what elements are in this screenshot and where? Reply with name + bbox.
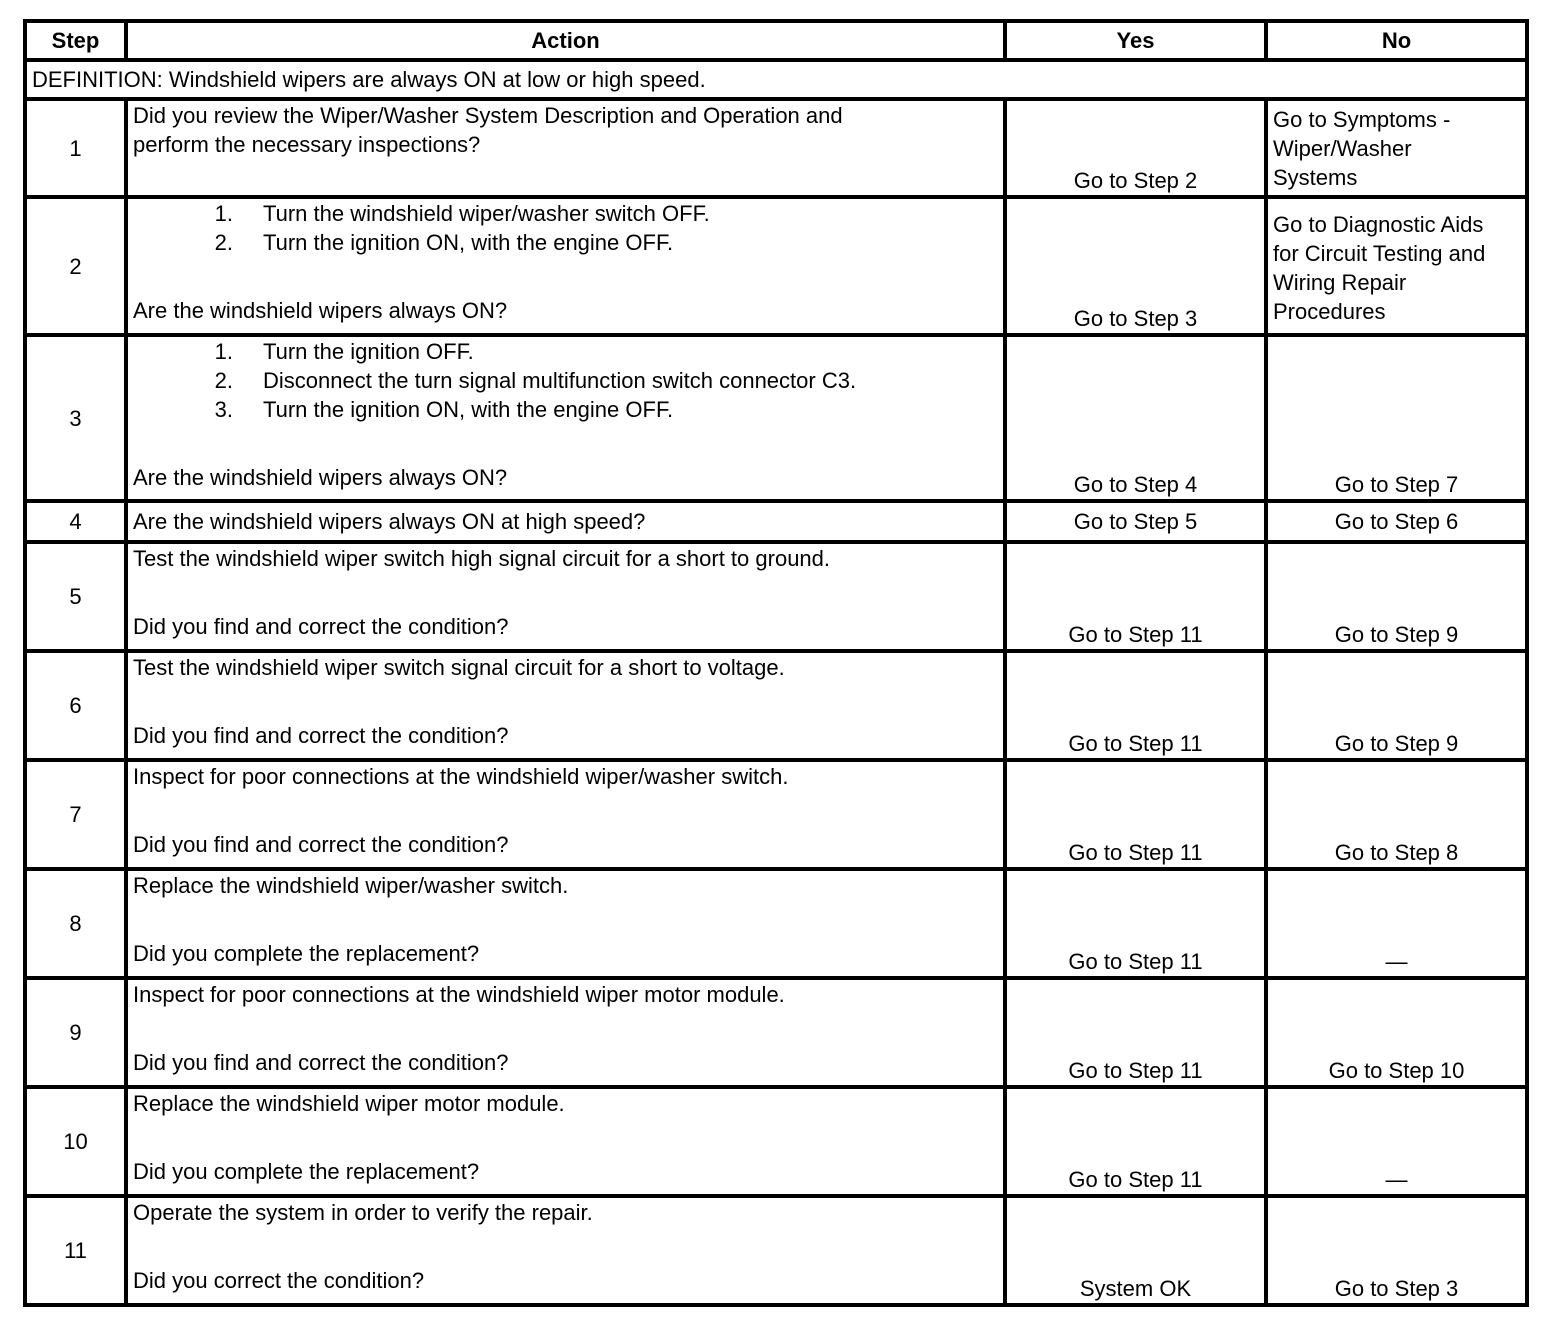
table-row xyxy=(25,760,1527,869)
substep-list xyxy=(133,337,998,424)
question-text: Are the windshield wipers always ON? xyxy=(133,298,508,323)
no-cell: Go to Step 9 xyxy=(1266,651,1527,760)
substep-text: Turn the ignition ON, with the engine OFF. xyxy=(263,397,674,422)
action-text: Test the windshield wiper switch high signal circuit for a short to ground. xyxy=(133,546,831,571)
no-cell xyxy=(1266,99,1527,197)
spacer xyxy=(133,900,998,939)
action-text: Replace the windshield wiper/washer switch. xyxy=(133,873,569,898)
substep-text: Turn the windshield wiper/washer switch OFF. xyxy=(263,201,710,226)
no-cell: Go to Step 9 xyxy=(1266,542,1527,651)
yes-cell: Go to Step 11 xyxy=(1005,978,1266,1087)
no-cell: Go to Step 10 xyxy=(1266,978,1527,1087)
action-cell xyxy=(126,335,1005,501)
no-text: for Circuit Testing and xyxy=(1273,241,1486,266)
substep-number: 3. xyxy=(214,397,233,422)
substep-item xyxy=(133,395,998,424)
yes-cell: Go to Step 5 xyxy=(1005,501,1266,542)
table-row xyxy=(25,197,1527,335)
action-text: Did you review the Wiper/Washer System Description and Operation and xyxy=(133,103,843,128)
action-cell xyxy=(126,651,1005,760)
action-text: Are the windshield wipers always ON at high speed? xyxy=(126,501,1005,542)
question-text: Are the windshield wipers always ON? xyxy=(133,465,508,490)
step-number: 8 xyxy=(25,869,126,978)
header-step: Step xyxy=(25,21,126,60)
step-number: 7 xyxy=(25,760,126,869)
yes-cell: Go to Step 3 xyxy=(1005,197,1266,335)
substep-item xyxy=(133,337,998,366)
yes-cell: Go to Step 11 xyxy=(1005,651,1266,760)
spacer xyxy=(133,1227,998,1266)
step-number: 2 xyxy=(25,197,126,335)
substep-item xyxy=(133,366,998,395)
yes-cell: Go to Step 11 xyxy=(1005,542,1266,651)
action-cell xyxy=(126,869,1005,978)
no-text: Systems xyxy=(1273,165,1358,190)
table-row xyxy=(25,651,1527,760)
no-text: Procedures xyxy=(1273,299,1386,324)
action-text: Operate the system in order to verify the repair. xyxy=(133,1200,593,1225)
question-text: Did you find and correct the condition? xyxy=(133,1050,509,1075)
step-number: 4 xyxy=(25,501,126,542)
table-row xyxy=(25,1196,1527,1305)
table-row xyxy=(25,869,1527,978)
no-cell: Go to Step 6 xyxy=(1266,501,1527,542)
question-text: Did you find and correct the condition? xyxy=(133,723,509,748)
question-text: Did you complete the replacement? xyxy=(133,941,480,966)
table-row xyxy=(25,542,1527,651)
no-cell: — xyxy=(1266,869,1527,978)
action-text: perform the necessary inspections? xyxy=(133,132,481,157)
step-number: 10 xyxy=(25,1087,126,1196)
no-cell xyxy=(1266,197,1527,335)
substep-item xyxy=(133,199,998,228)
question-text: Did you find and correct the condition? xyxy=(133,614,509,639)
table-row xyxy=(25,99,1527,197)
action-text: Inspect for poor connections at the windshield wiper motor module. xyxy=(133,982,785,1007)
substep-text: Turn the ignition OFF. xyxy=(263,339,474,364)
yes-cell: Go to Step 11 xyxy=(1005,869,1266,978)
action-text: Test the windshield wiper switch signal circuit for a short to voltage. xyxy=(133,655,785,680)
no-text: Wiper/Washer xyxy=(1273,136,1412,161)
substep-number: 2. xyxy=(214,368,233,393)
substep-number: 2. xyxy=(214,230,233,255)
no-text: Wiring Repair xyxy=(1273,270,1407,295)
substep-number: 1. xyxy=(214,201,233,226)
question-text: Did you complete the replacement? xyxy=(133,1159,480,1184)
no-cell: Go to Step 7 xyxy=(1266,335,1527,501)
no-cell: — xyxy=(1266,1087,1527,1196)
header-no: No xyxy=(1266,21,1527,60)
step-number: 5 xyxy=(25,542,126,651)
step-number: 3 xyxy=(25,335,126,501)
spacer xyxy=(133,1009,998,1048)
spacer xyxy=(133,791,998,830)
step-number: 11 xyxy=(25,1196,126,1305)
action-cell xyxy=(126,760,1005,869)
definition-text: DEFINITION: Windshield wipers are always ON at low or high speed. xyxy=(25,60,1527,99)
table-row xyxy=(25,335,1527,501)
diagnostic-table xyxy=(23,19,1529,1307)
action-cell xyxy=(126,99,1005,197)
definition-row xyxy=(25,60,1527,99)
substep-text: Disconnect the turn signal multifunction switch connector C3. xyxy=(263,368,857,393)
question-text: Did you find and correct the condition? xyxy=(133,832,509,857)
action-cell xyxy=(126,978,1005,1087)
action-cell xyxy=(126,1196,1005,1305)
question-text: Did you correct the condition? xyxy=(133,1268,425,1293)
no-text: Go to Symptoms - xyxy=(1273,107,1451,132)
spacer xyxy=(133,573,998,612)
table-row xyxy=(25,978,1527,1087)
table-row xyxy=(25,501,1527,542)
spacer xyxy=(133,424,998,463)
yes-cell: Go to Step 11 xyxy=(1005,1087,1266,1196)
action-text: Inspect for poor connections at the windshield wiper/washer switch. xyxy=(133,764,789,789)
substep-item xyxy=(133,228,998,257)
spacer xyxy=(133,257,998,296)
no-text: Go to Diagnostic Aids xyxy=(1273,212,1484,237)
header-yes: Yes xyxy=(1005,21,1266,60)
substep-text: Turn the ignition ON, with the engine OFF. xyxy=(263,230,674,255)
yes-cell: Go to Step 11 xyxy=(1005,760,1266,869)
header-row xyxy=(25,21,1527,60)
substep-list xyxy=(133,199,998,257)
step-number: 1 xyxy=(25,99,126,197)
no-cell: Go to Step 8 xyxy=(1266,760,1527,869)
action-cell xyxy=(126,542,1005,651)
action-cell xyxy=(126,197,1005,335)
spacer xyxy=(133,1118,998,1157)
step-number: 9 xyxy=(25,978,126,1087)
action-cell xyxy=(126,1087,1005,1196)
action-text: Replace the windshield wiper motor module. xyxy=(133,1091,565,1116)
table-row xyxy=(25,1087,1527,1196)
step-number: 6 xyxy=(25,651,126,760)
yes-cell: Go to Step 4 xyxy=(1005,335,1266,501)
yes-cell: System OK xyxy=(1005,1196,1266,1305)
substep-number: 1. xyxy=(214,339,233,364)
no-cell: Go to Step 3 xyxy=(1266,1196,1527,1305)
yes-cell: Go to Step 2 xyxy=(1005,99,1266,197)
spacer xyxy=(133,682,998,721)
header-action: Action xyxy=(126,21,1005,60)
